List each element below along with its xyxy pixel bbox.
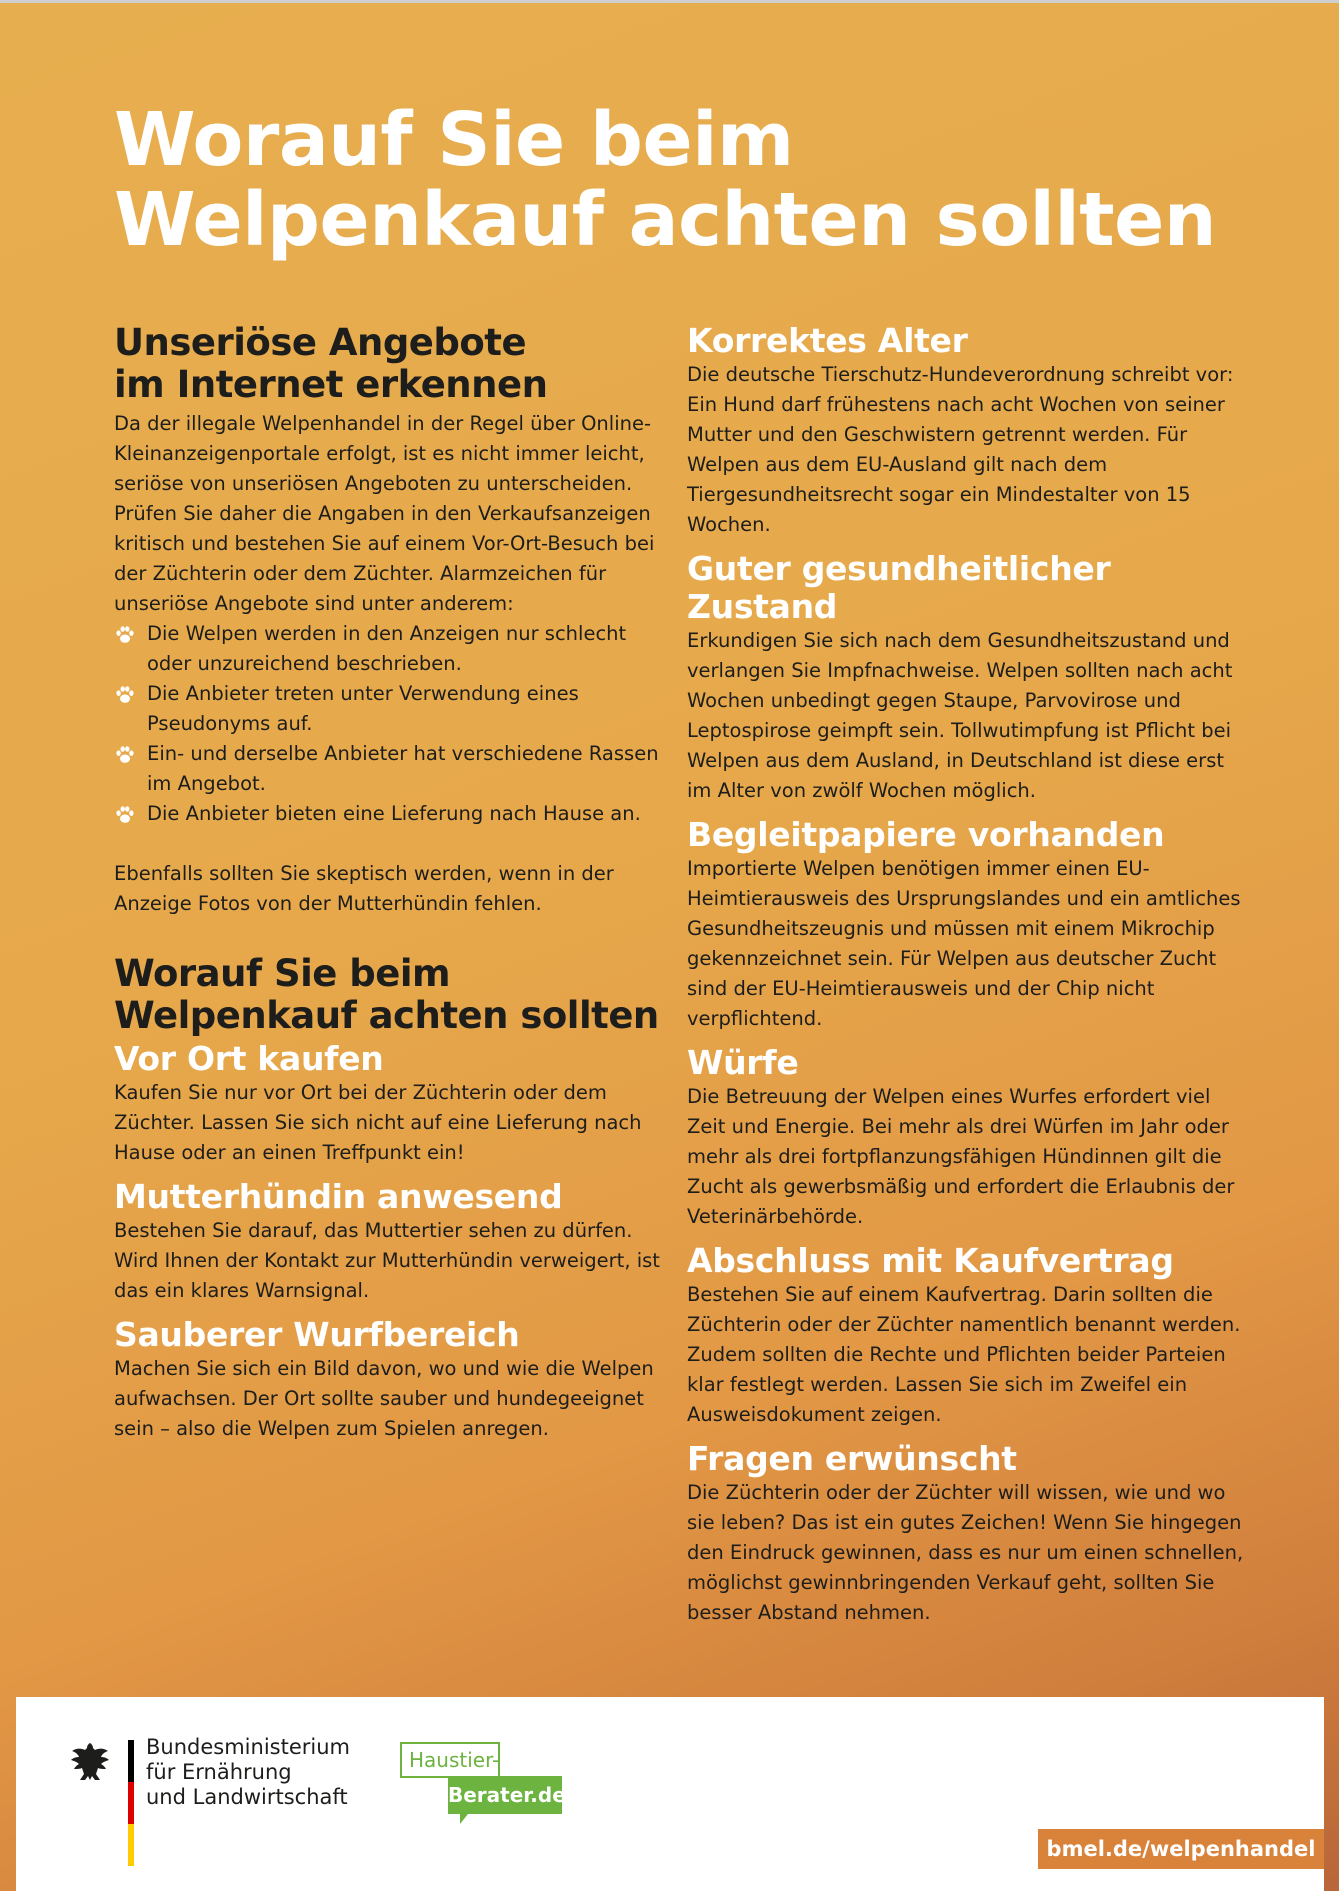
federal-eagle-icon (66, 1737, 118, 1789)
tip-text: Bestehen Sie darauf, das Muttertier sehen zu dürfen. Wird Ihnen der Kontakt zur Mutterhündin verweigert, ist das ein klares Warnsignal. (114, 1219, 660, 1302)
list-item-text: Die Welpen werden in den Anzeigen nur schlecht oder unzureichend beschrieben. (147, 622, 627, 675)
intro-paragraph: Da der illegale Welpenhandel in der Regel über Online-Kleinanzeigenportale erfolgt, ist es nicht immer leicht, seriöse von unseriösen Angeboten zu unterscheiden. Prüfen Sie daher die Angaben in den Verkaufsanzeigen kritisch und bestehen Sie auf einem Vor-Ort-Besuch bei der Züchterin oder dem Züchter. Alarmzeichen für unseriöse Angebote sind unter anderem: (114, 412, 655, 615)
ministry-line: für Ernährung (146, 1760, 292, 1784)
top-border (0, 0, 1339, 3)
ministry-logo-text (146, 1735, 350, 1810)
right-column (687, 322, 1247, 1638)
list-item (114, 619, 674, 679)
tip-title: Mutterhündin anwesend (114, 1177, 563, 1216)
paw-icon (114, 804, 136, 826)
tip-title: Sauberer Wurfbereich (114, 1315, 520, 1354)
tip-section (687, 322, 1247, 540)
list-item-text: Ein- und derselbe Anbieter hat verschiedene Rassen im Angebot. (147, 742, 659, 795)
tip-title: Korrektes Alter (687, 321, 968, 360)
tip-text: Erkundigen Sie sich nach dem Gesundheitszustand und verlangen Sie Impfnachweise. Welpen sollten nach acht Wochen unbedingt gegen Staupe, Parvovirose und Leptospirose geimpft sein. Tollwutimpfung ist Pflicht bei Welpen aus dem Ausland, in Deutschland ist diese erst im Alter von zwölf Wochen möglich. (687, 629, 1233, 802)
ministry-line: Bundesministerium (146, 1735, 350, 1759)
paw-icon (114, 744, 136, 766)
tip-title: Würfe (687, 1043, 799, 1082)
tip-text: Importierte Welpen benötigen immer einen EU-Heimtierausweis des Ursprungslandes und ein amtliches Gesundheitszeugnis und müssen mit einem Mikrochip gekennzeichnet sein. Für Welpen aus deutscher Zucht sind der EU-Heimtierausweis und der Chip nicht verpflichtend. (687, 857, 1241, 1030)
ministry-line: und Landwirtschaft (146, 1785, 348, 1809)
website-url-badge[interactable]: bmel.de/welpenhandel (1038, 1829, 1324, 1869)
logo-bottom-text: Berater.de (448, 1776, 562, 1814)
section-heading-unserioes: Unseriöse Angebote im Internet erkennen (114, 321, 548, 406)
page-title: Worauf Sie beim Welpenkauf achten sollten (114, 97, 1217, 263)
tip-section (687, 1440, 1247, 1628)
outro-paragraph: Ebenfalls sollten Sie skeptisch werden, wenn in der Anzeige Fotos von der Mutterhündin fehlen. (114, 862, 614, 915)
tip-title: Fragen erwünscht (687, 1439, 1017, 1478)
tip-title: Guter gesundheitlicher Zustand (687, 549, 1111, 626)
list-item (114, 739, 674, 799)
tip-section (687, 816, 1247, 1034)
left-column (114, 322, 674, 1454)
speech-tail-icon (460, 1814, 476, 1824)
tip-title: Abschluss mit Kaufvertrag (687, 1241, 1174, 1280)
section-heading-welpenkauf: Worauf Sie beim Welpenkauf achten sollten (114, 952, 659, 1037)
list-item (114, 799, 674, 829)
tip-text: Die deutsche Tierschutz-Hundeverordnung schreibt vor: Ein Hund darf frühestens nach acht Wochen von seiner Mutter und den Geschwistern getrennt werden. Für Welpen aus dem EU-Ausland gilt nach dem Tiergesundheitsrecht sogar ein Mindestalter von 15 Wochen. (687, 363, 1234, 536)
tip-section (114, 1178, 674, 1306)
tip-text: Machen Sie sich ein Bild davon, wo und wie die Welpen aufwachsen. Der Ort sollte sauber und hundegeeignet sein – also die Welpen zum Spielen anregen. (114, 1357, 654, 1440)
paw-icon (114, 684, 136, 706)
tip-text: Die Züchterin oder der Züchter will wissen, wie und wo sie leben? Das ist ein gutes Zeichen! Wenn Sie hingegen den Eindruck gewinnen, dass es nur um einen schnellen, möglichst gewinnbringenden Verkauf geht, sollten Sie besser Abstand nehmen. (687, 1481, 1244, 1624)
tip-title: Begleitpapiere vorhanden (687, 815, 1165, 854)
list-item (114, 679, 674, 739)
tip-section (114, 1040, 674, 1168)
logo-top-text: Haustier- (400, 1742, 500, 1778)
tip-text: Die Betreuung der Welpen eines Wurfes erfordert viel Zeit und Energie. Bei mehr als drei Würfen im Jahr oder mehr als drei fortpflanzungsfähigen Hündinnen gilt die Zucht als gewerbsmäßig und erfordert die Erlaubnis der Veterinärbehörde. (687, 1085, 1235, 1228)
list-item-text: Die Anbieter treten unter Verwendung eines Pseudonyms auf. (147, 682, 579, 735)
list-item-text: Die Anbieter bieten eine Lieferung nach Hause an. (147, 802, 641, 825)
tip-text: Kaufen Sie nur vor Ort bei der Züchterin oder dem Züchter. Lassen Sie sich nicht auf eine Lieferung nach Hause oder an einen Treffpunkt ein! (114, 1081, 642, 1164)
footer (16, 1697, 1324, 1891)
alarm-signs-list (114, 619, 674, 829)
tip-section (687, 1242, 1247, 1430)
german-flag-stripe (128, 1740, 134, 1866)
tip-title: Vor Ort kaufen (114, 1039, 384, 1078)
tip-section (687, 1044, 1247, 1232)
tip-text: Bestehen Sie auf einem Kaufvertrag. Darin sollten die Züchterin oder der Züchter namentlich benannt werden. Zudem sollten die Rechte und Pflichten beider Parteien klar festlegt werden. Lassen Sie sich im Zweifel ein Ausweisdokument zeigen. (687, 1283, 1241, 1426)
tip-section (114, 1316, 674, 1444)
tip-section (687, 550, 1247, 806)
paw-icon (114, 624, 136, 646)
